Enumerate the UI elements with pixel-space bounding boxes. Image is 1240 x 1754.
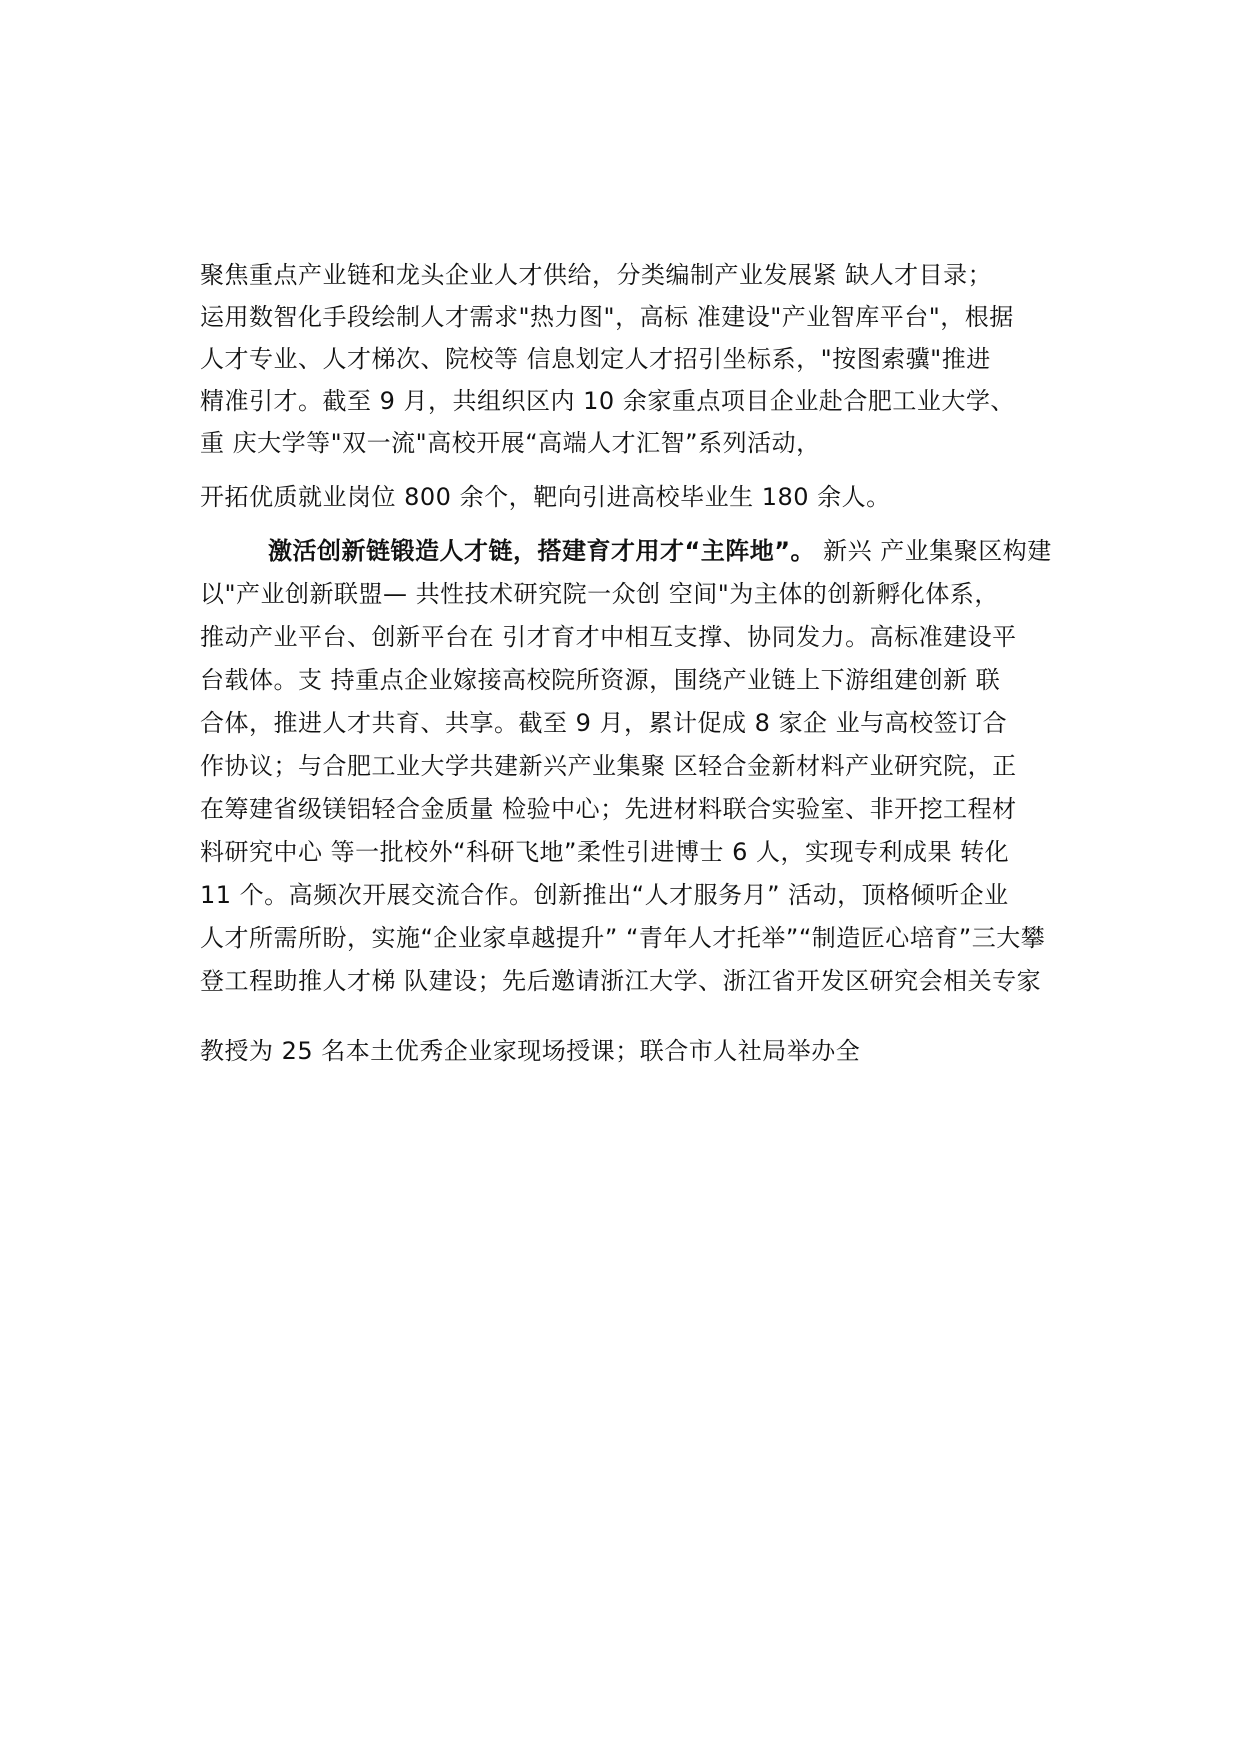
paragraph-3-first-line-text: 新兴 产业集聚区构建 [815,537,1052,565]
paragraph-1-line-4: 精准引才。截至 9 月，共组织区内 10 余家重点项目企业赴合肥工业大学、 [200,387,1015,415]
paragraph-1-line-3: 人才专业、人才梯次、院校等 信息划定人才招引坐标系，"按图索骥"推进 [200,345,991,373]
paragraph-3-line-8: 料研究中心 等一批校外“科研飞地”柔性引进博士 6 人，实现专利成果 转化 [200,838,1010,866]
paragraph-3-line-4: 台载体。支 持重点企业嫁接高校院所资源，围绕产业链上下游组建创新 联 [200,666,1001,694]
paragraph-3-line-3: 推动产业平台、创新平台在 引才育才中相互支撑、协同发力。高标准建设平 [200,623,1017,651]
paragraph-3-line-6: 作协议；与合肥工业大学共建新兴产业集聚 区轻合金新材料产业研究院，正 [200,752,1017,780]
paragraph-3-line-9: 11 个。高频次开展交流合作。创新推出“人才服务月” 活动，顶格倾听企业 [200,881,1009,909]
paragraph-1-line-1: 聚焦重点产业链和龙头企业人才供给，分类编制产业发展紧 缺人才目录； [200,261,993,289]
paragraph-3-line-5: 合体，推进人才共育、共享。截至 9 月，累计促成 8 家企 业与高校签订合 [200,709,1008,737]
paragraph-3-line-7: 在筹建省级镁铝轻合金质量 检验中心；先进材料联合实验室、非开挖工程材 [200,795,1017,823]
section-heading: 激活创新链锻造人才链，搭建育才用才“主阵地”。 [268,537,816,565]
paragraph-4-line-1: 教授为 25 名本土优秀企业家现场授课；联合市人社局举办全 [200,1037,861,1065]
paragraph-3-line-1 [268,534,1052,568]
paragraph-1-line-5: 重 庆大学等"双一流"高校开展“高端人才汇智”系列活动， [200,429,821,457]
paragraph-3-line-10: 人才所需所盼，实施“企业家卓越提升” “青年人才托举”“制造匠心培育”三大攀 [200,924,1046,952]
paragraph-2-line-1: 开拓优质就业岗位 800 余个，靶向引进高校毕业生 180 余人。 [200,483,891,511]
paragraph-3-line-11: 登工程助推人才梯 队建设；先后邀请浙江大学、浙江省开发区研究会相关专家 [200,967,1042,995]
paragraph-3-line-2: 以"产业创新联盟— 共性技术研究院一众创 空间"为主体的创新孵化体系， [200,580,999,608]
paragraph-1-line-2: 运用数智化手段绘制人才需求"热力图"，高标 准建设"产业智库平台"，根据 [200,303,1014,331]
